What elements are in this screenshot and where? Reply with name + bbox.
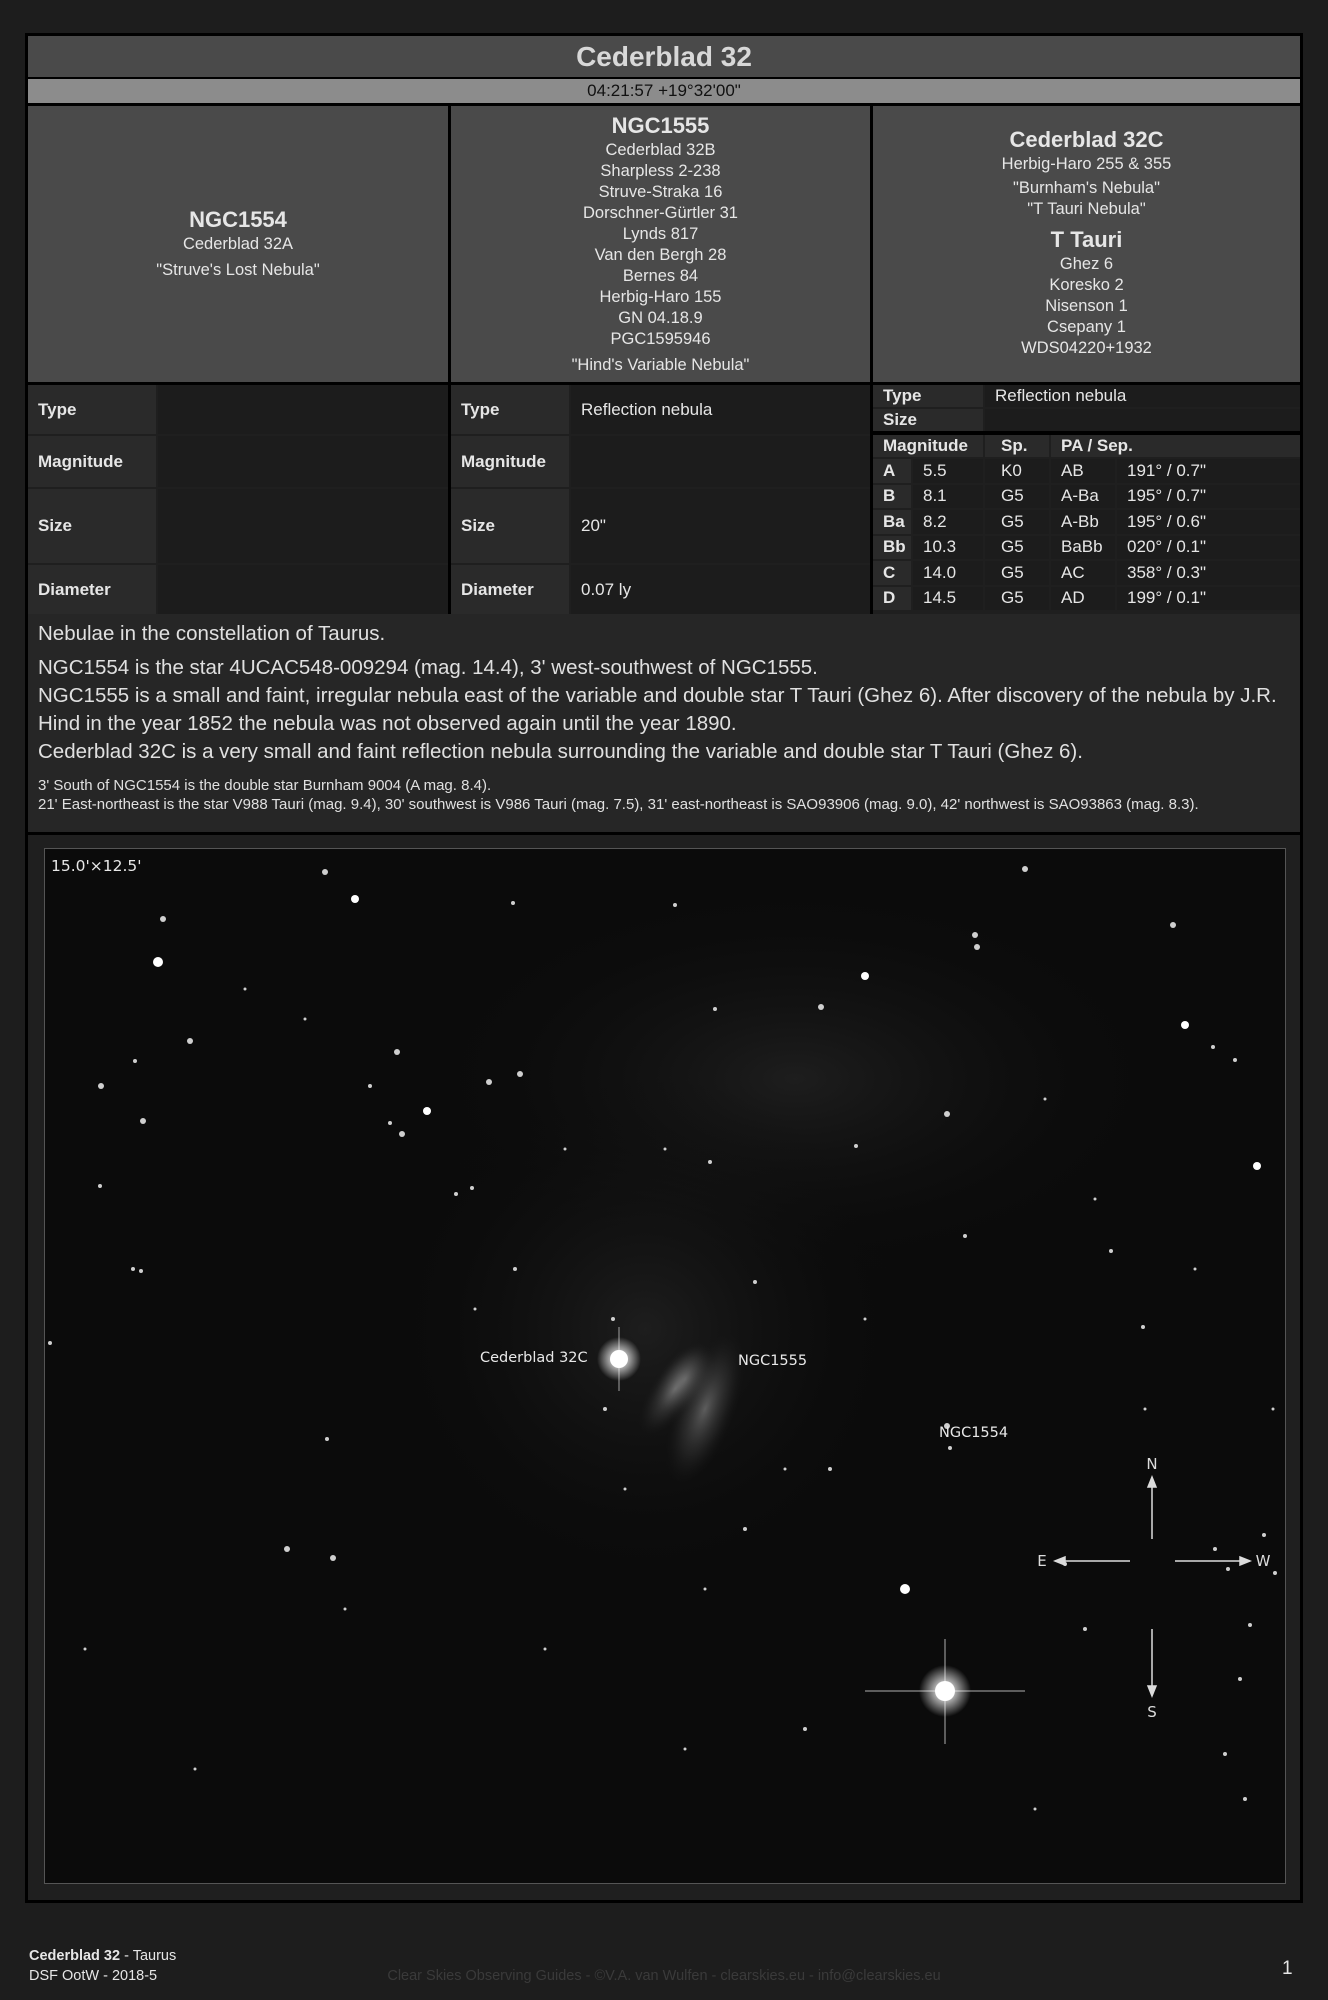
star [98,1083,104,1089]
star [743,1527,747,1531]
object-alias: Dorschner-Gürtler 31 [583,204,738,222]
object-alias: GN 04.18.9 [618,309,703,327]
description-line: NGC1554 is the star 4UCAC548-009294 (mag. 14.4), 3' west-southwest of NGC1555. [38,656,818,679]
star [84,1648,87,1651]
star [1226,1567,1230,1571]
star-alias: Csepany 1 [1047,318,1126,336]
size-value [158,489,448,563]
star [351,895,359,903]
row-divider [28,832,1300,835]
star [1211,1045,1215,1049]
type-label: Type [873,385,983,407]
ngc1554-panel [28,106,448,382]
object-nickname: "T Tauri Nebula" [1027,200,1146,218]
star [423,1107,431,1115]
star [322,869,328,875]
star [187,1038,193,1044]
star [854,1144,858,1148]
star [244,988,247,991]
pa-sep-header: PA / Sep. [1051,435,1300,457]
object-alias: Lynds 817 [622,225,699,243]
star-sp-cell: G5 [985,536,1049,560]
object-nickname: "Struve's Lost Nebula" [156,261,320,279]
star [325,1437,329,1441]
star [624,1488,627,1491]
object-name: Cederblad 32C [1009,127,1164,152]
star [1170,922,1176,928]
star-pair-cell: BaBb [1051,536,1115,560]
star-mag-cell: 8.2 [913,510,983,534]
ced32c-panel [873,106,1300,382]
star [708,1160,712,1164]
object-alias: Sharpless 2-238 [600,162,721,180]
size-label: Size [451,489,569,563]
star [1144,1408,1147,1411]
size-label: Size [28,489,156,563]
star-pa-sep-cell: 195° / 0.7" [1117,485,1300,509]
star [828,1467,832,1471]
star [388,1121,392,1125]
magnitude-label: Magnitude [451,436,569,487]
star [1248,1623,1252,1627]
star-comp-cell: D [873,587,911,611]
star-name: T Tauri [1050,227,1123,252]
star [1238,1677,1242,1681]
star [1213,1547,1217,1551]
star [139,1269,143,1273]
star [1272,1408,1275,1411]
object-nickname: "Burnham's Nebula" [1013,179,1160,197]
description-line: Cederblad 32C is a very small and faint reflection nebula surrounding the variable and double star T Tauri (Ghez 6). [38,740,1083,763]
star [544,1648,547,1651]
star [454,1192,458,1196]
footer-credit: Clear Skies Observing Guides - ©V.A. van Wulfen - clearskies.eu - info@clearskies.eu [387,1968,941,1984]
ngc1554-label: NGC1554 [939,1425,1009,1441]
star [160,916,166,922]
type-label: Type [28,385,156,434]
star-comp-cell: Ba [873,510,911,534]
star [1083,1627,1087,1631]
star-alias: WDS04220+1932 [1021,339,1152,357]
description-note: 3' South of NGC1554 is the double star Burnham 9004 (A mag. 8.4). [38,777,492,794]
star-comp-cell: C [873,561,911,585]
star [704,1588,707,1591]
star [1022,866,1028,872]
star-sp-cell: G5 [985,587,1049,611]
star [344,1608,347,1611]
compass-east: E [1037,1552,1047,1570]
star-comp-cell: B [873,485,911,509]
star-pa-sep-cell: 191° / 0.7" [1117,459,1300,483]
star [470,1186,474,1190]
description [28,614,1300,832]
star-mag-cell: 14.5 [913,587,983,611]
star [304,1018,307,1021]
star [900,1584,910,1594]
sp-header: Sp. [985,435,1049,457]
star [474,1308,477,1311]
star [603,1407,607,1411]
star-pair-cell: A-Bb [1051,510,1115,534]
star [818,1004,824,1010]
star-mag-cell: 14.0 [913,561,983,585]
size-label: Size [873,409,983,431]
star [284,1546,290,1552]
star [1253,1162,1261,1170]
star [48,1341,52,1345]
object-alias: Bernes 84 [622,267,699,285]
star [611,1317,615,1321]
star [1223,1752,1227,1756]
compass-west: W [1255,1552,1271,1570]
type-label: Type [451,385,569,434]
magnitude-header: Magnitude [873,435,983,457]
type-value: Reflection nebula [985,385,1300,407]
object-alias: Van den Bergh 28 [594,246,727,264]
star [972,932,978,938]
description-line: NGC1555 is a small and faint, irregular nebula east of the variable and double star T Tauri (Ghez 6). After discovery of the nebula by J.R. Hind in the year 1852 the nebula was not observed again until the year 1890. [38,684,1277,735]
star-mag-cell: 10.3 [913,536,983,560]
star-sp-cell: G5 [985,510,1049,534]
star [399,1131,405,1137]
star-pair-cell: A-Ba [1051,485,1115,509]
footer-series: DSF OotW - 2018-5 [29,1968,158,1984]
star [194,1768,197,1771]
star [133,1059,137,1063]
star [564,1148,567,1151]
compass-north: N [1146,1455,1158,1473]
coordinates: 04:21:57 +19°32'00" [28,79,1300,106]
star [784,1468,787,1471]
object-alias: Herbig-Haro 255 & 355 [1001,155,1172,173]
object-alias: Struve-Straka 16 [598,183,723,201]
star [153,957,163,967]
star [673,903,677,907]
star-comp-cell: Bb [873,536,911,560]
star [664,1148,667,1151]
star-sp-cell: K0 [985,459,1049,483]
star [1094,1198,1097,1201]
star-pa-sep-cell: 199° / 0.1" [1117,587,1300,611]
star-sp-cell: G5 [985,485,1049,509]
diameter-label: Diameter [28,565,156,614]
star-alias: Nisenson 1 [1045,297,1128,315]
star-field-svg [45,849,1285,1883]
page-title: Cederblad 32 [28,36,1300,79]
footer-title: Cederblad 32 [29,1948,121,1964]
star [1273,1571,1277,1575]
star [368,1084,372,1088]
star-alias: Ghez 6 [1059,255,1114,273]
object-alias: Cederblad 32B [605,141,716,159]
star [486,1079,492,1085]
compass-south: S [1147,1703,1157,1721]
star-pa-sep-cell: 195° / 0.6" [1117,510,1300,534]
star-alias: Koresko 2 [1049,276,1124,294]
star [1141,1325,1145,1329]
star [1034,1808,1037,1811]
star-field-image [44,848,1286,1884]
star-pair-cell: AD [1051,587,1115,611]
star [1181,1021,1189,1029]
type-value [158,385,448,434]
star [803,1727,807,1731]
ngc1555-panel [451,106,870,382]
object-sheet [25,33,1303,1903]
field-of-view: 15.0'×12.5' [51,857,142,875]
star [684,1748,687,1751]
star-comp-cell: A [873,459,911,483]
star [131,1267,135,1271]
object-nickname: "Hind's Variable Nebula" [571,356,750,374]
diameter-label: Diameter [451,565,569,614]
diameter-value: 0.07 ly [571,565,870,614]
object-alias: Cederblad 32A [182,235,294,253]
footer-constellation: - Taurus [120,1948,177,1964]
magnitude-value [158,436,448,487]
star [1262,1533,1266,1537]
magnitude-label: Magnitude [28,436,156,487]
star-pa-sep-cell: 020° / 0.1" [1117,536,1300,560]
size-value: 20" [571,489,870,563]
page-number: 1 [1282,1958,1293,1979]
star-pair-cell: AC [1051,561,1115,585]
star-pa-sep-cell: 358° / 0.3" [1117,561,1300,585]
description-line: Nebulae in the constellation of Taurus. [38,622,386,645]
star [713,1007,717,1011]
star-mag-cell: 5.5 [913,459,983,483]
star [753,1280,757,1284]
ngc1555-label: NGC1555 [738,1353,808,1369]
star [1194,1268,1197,1271]
type-value: Reflection nebula [571,385,870,434]
star [330,1555,336,1561]
magnitude-value [571,436,870,487]
object-name: NGC1555 [611,113,710,138]
star [1109,1249,1113,1253]
star [974,944,980,950]
size-value [985,409,1300,431]
diameter-value [158,565,448,614]
star-mag-cell: 8.1 [913,485,983,509]
object-name: NGC1554 [189,207,287,232]
star [861,972,869,980]
star [864,1318,867,1321]
star [98,1184,102,1188]
star [394,1049,400,1055]
star [1243,1797,1247,1801]
star [513,1267,517,1271]
star-sp-cell: G5 [985,561,1049,585]
star [517,1071,523,1077]
ced32c-label: Cederblad 32C [480,1350,588,1366]
star [944,1111,950,1117]
background-haze [385,1069,905,1589]
star-pair-cell: AB [1051,459,1115,483]
object-alias: Herbig-Haro 155 [599,288,722,306]
star [963,1234,967,1238]
star [948,1446,952,1450]
star [1044,1098,1047,1101]
star [1233,1058,1237,1062]
star [511,901,515,905]
star [140,1118,146,1124]
object-alias: PGC1595946 [610,330,711,348]
description-note: 21' East-northeast is the star V988 Tauri (mag. 9.4), 30' southwest is V986 Tauri (mag. 7.5), 31' east-northeast is SAO93906 (mag. 9.0), 42' northwest is SAO93863 (mag. 8.3). [38,796,1199,813]
